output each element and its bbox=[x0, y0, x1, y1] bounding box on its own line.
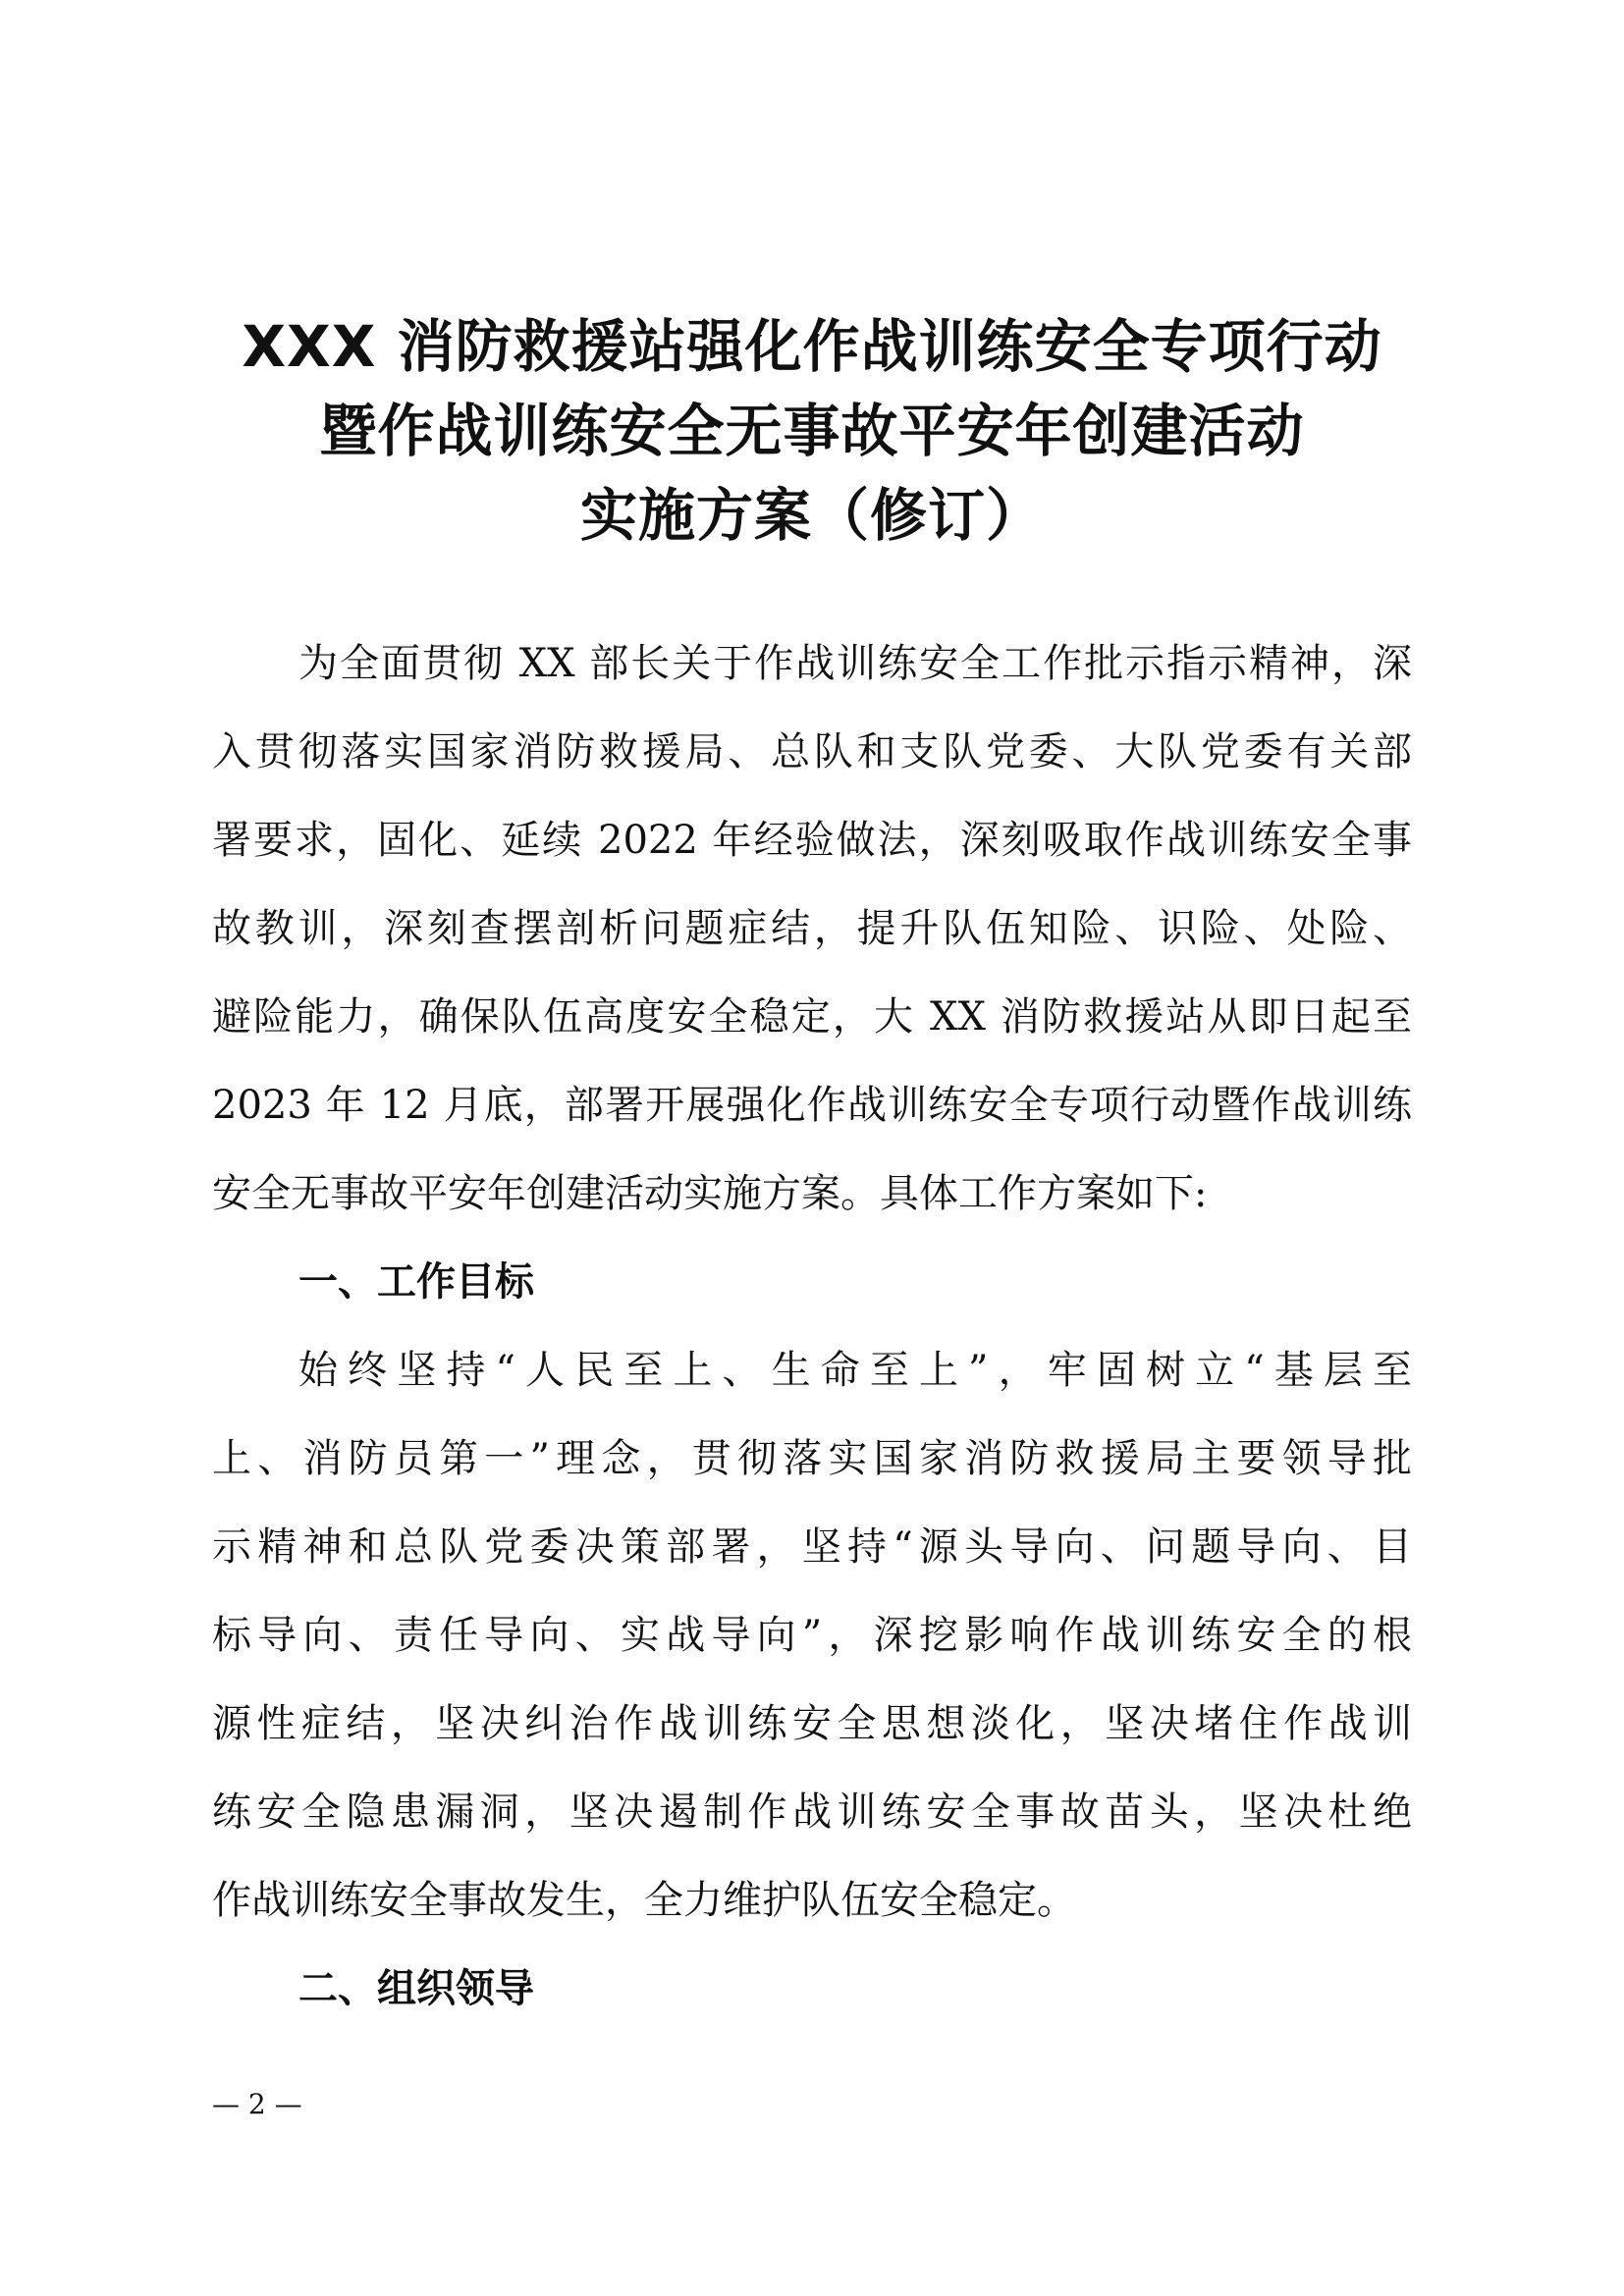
intro-paragraph-line: 避险能力，确保队伍高度安全稳定，大 XX 消防救援站从即日起至 bbox=[212, 994, 1412, 1040]
goals-paragraph-line: 作战训练安全事故发生，全力维护队伍安全稳定。 bbox=[212, 1878, 1076, 1923]
document-title-line-2: 暨作战训练安全无事故平安年创建活动 bbox=[319, 398, 1305, 464]
goals-paragraph-line: 标导向、责任导向、实战导向”，深挖影响作战训练安全的根 bbox=[212, 1613, 1412, 1658]
intro-paragraph-line: 安全无事故平安年创建活动实施方案。具体工作方案如下: bbox=[212, 1171, 1208, 1216]
document-title-line-3: 实施方案（修订） bbox=[579, 482, 1044, 549]
page-number: — 2 — bbox=[212, 2088, 302, 2120]
section-heading-goals: 一、工作目标 bbox=[298, 1259, 534, 1305]
intro-paragraph-line: 为全面贯彻 XX 部长关于作战训练安全工作批示指示精神，深 bbox=[298, 641, 1412, 686]
goals-paragraph-line: 示精神和总队党委决策部署，坚持“源头导向、问题导向、目 bbox=[212, 1524, 1412, 1570]
intro-paragraph-line: 署要求，固化、延续 2022 年经验做法，深刻吸取作战训练安全事 bbox=[212, 818, 1412, 863]
goals-paragraph-line: 上、消防员第一”理念，贯彻落实国家消防救援局主要领导批 bbox=[212, 1436, 1412, 1481]
intro-paragraph-line: 2023 年 12 月底，部署开展强化作战训练安全专项行动暨作战训练 bbox=[212, 1083, 1412, 1128]
intro-paragraph-line: 故教训，深刻查摆剖析问题症结，提升队伍知险、识险、处险、 bbox=[212, 906, 1412, 951]
document-title-line-1: XXX 消防救援站强化作战训练安全专项行动 bbox=[242, 313, 1382, 380]
goals-paragraph-line: 练安全隐患漏洞，坚决遏制作战训练安全事故苗头，坚决杜绝 bbox=[212, 1789, 1412, 1835]
section-heading-organization: 二、组织领导 bbox=[298, 1966, 534, 2011]
intro-paragraph-line: 入贯彻落实国家消防救援局、总队和支队党委、大队党委有关部 bbox=[212, 729, 1412, 774]
goals-paragraph-line: 源性症结，坚决纠治作战训练安全思想淡化，坚决堵住作战训 bbox=[212, 1701, 1412, 1746]
goals-paragraph-line: 始终坚持“人民至上、生命至上”，牢固树立“基层至 bbox=[298, 1348, 1412, 1393]
